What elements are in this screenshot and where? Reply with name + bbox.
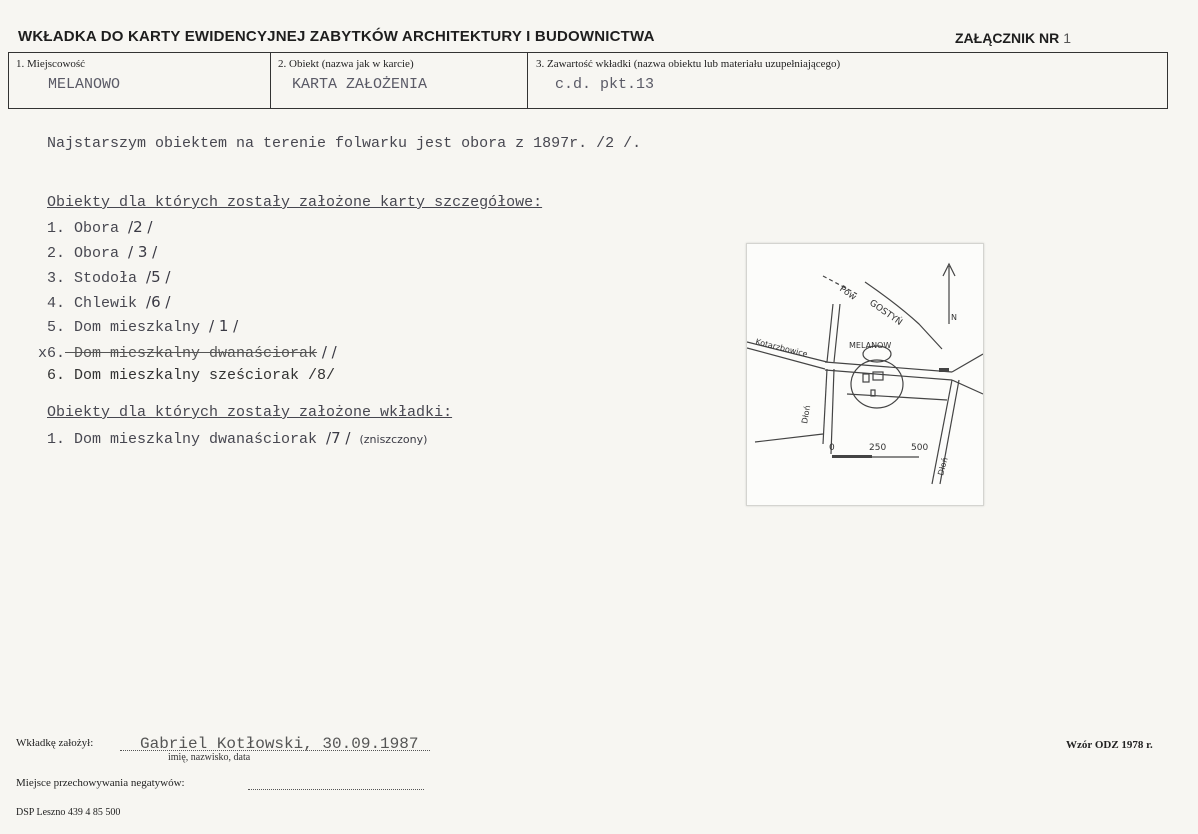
- map-label-pow: Pow: [837, 284, 858, 303]
- road-main-edge: [825, 370, 952, 380]
- map-label-dlon-right: Dłoń: [936, 456, 950, 477]
- section2-title: Obiekty dla których zostały założone wkładki:: [47, 404, 453, 421]
- annex-label-text: ZAŁĄCZNIK NR: [955, 30, 1060, 46]
- list-item: 6. Dom mieszkalny sześciorak /8/: [47, 367, 336, 384]
- list-item-text: 1. Obora: [47, 220, 129, 237]
- annex-number: 1: [1063, 30, 1072, 46]
- building-east: [939, 368, 949, 372]
- storage-label: Miejsce przechowywania negatywów:: [16, 777, 185, 789]
- field-divider-2: [527, 52, 528, 109]
- location-map: [746, 243, 984, 506]
- list-item-ref: /5 /: [146, 268, 171, 286]
- map-scale-500: 500: [911, 443, 929, 453]
- object-label: 2. Obiekt (nazwa jak w karcie): [278, 58, 414, 70]
- place-value: MELANOWO: [48, 76, 121, 93]
- list-item: [47, 317, 238, 336]
- list-item-note: (zniszczony): [359, 433, 428, 446]
- list-item-ref: /2 /: [128, 218, 153, 236]
- storage-dotted-line: [248, 789, 424, 790]
- header-left-rule: [8, 52, 9, 109]
- contents-label: 3. Zawartość wkładki (nazwa obiektu lub materiału uzupełniającego): [536, 58, 841, 70]
- header-bottom-rule: [8, 108, 1168, 109]
- road-gostyn: [865, 282, 942, 349]
- list-item-text: 1. Dom mieszkalny dwanaściorak: [47, 431, 327, 448]
- object-value: KARTA ZAŁOŻENIA: [292, 76, 428, 93]
- list-item-text: 3. Stodoła: [47, 270, 147, 287]
- list-item-ref: /7 /: [326, 429, 351, 447]
- map-scale-250: 250: [869, 443, 887, 453]
- founded-label: Wkładkę założył:: [16, 737, 94, 749]
- road-south: [823, 369, 827, 444]
- location-map-drawing: [747, 244, 983, 505]
- list-item-ref: / 3 /: [128, 243, 158, 261]
- list-item: [47, 243, 157, 262]
- road-east: [952, 354, 983, 372]
- contents-value: c.d. pkt.13: [555, 76, 655, 93]
- struck-list-item: [38, 343, 337, 362]
- section1-title: Obiekty dla których zostały założone karty szczegółowe:: [47, 194, 543, 211]
- settlement-outline: [851, 360, 903, 408]
- header-top-rule: [8, 52, 1168, 53]
- list-item-ref: /6 /: [146, 293, 171, 311]
- map-label-village: MELANOW: [849, 341, 892, 350]
- list-item: [47, 268, 170, 287]
- road-south-edge: [831, 369, 834, 454]
- list-item: [47, 218, 152, 237]
- map-label-north: N: [951, 313, 957, 322]
- road-southwest: [755, 434, 823, 442]
- founded-value: Gabriel Kotłowski, 30.09.1987: [140, 735, 419, 753]
- scale-bar-fill: [832, 455, 872, 458]
- road-vertical-left: [827, 304, 833, 362]
- map-label-gostyn: GOSTYŃ: [867, 298, 904, 328]
- annex-label: [955, 30, 1071, 46]
- road-vertical-left-edge: [834, 304, 840, 362]
- list-item-text: 4. Chlewik: [47, 295, 147, 312]
- map-label-katarzbowice: Kotarzbowice: [754, 337, 809, 359]
- struck-prefix: x6.: [38, 345, 66, 362]
- list-item-ref: / 1 /: [209, 317, 239, 335]
- struck-text: Dom mieszkalny dwanaściorak: [65, 345, 318, 362]
- map-scale-0: 0: [829, 443, 835, 453]
- list-item-text: 5. Dom mieszkalny: [47, 319, 210, 336]
- print-info: DSP Leszno 439 4 85 500: [16, 807, 121, 818]
- list-item-text: 2. Obora: [47, 245, 129, 262]
- intro-text: Najstarszym obiektem na terenie folwarku jest obora z 1897r. /2 /.: [47, 135, 642, 152]
- field-divider-1: [270, 52, 271, 109]
- place-label: 1. Miejscowość: [16, 58, 86, 70]
- road-main: [825, 362, 952, 372]
- list-item: [47, 293, 170, 312]
- building: [873, 372, 883, 380]
- struck-ref: / /: [317, 343, 337, 361]
- list-item: [47, 429, 427, 448]
- map-label-dlon-left: Dłoń: [800, 404, 813, 425]
- building: [863, 374, 869, 382]
- founded-sub: imię, nazwisko, data: [168, 752, 251, 763]
- form-code: Wzór ODZ 1978 r.: [1066, 739, 1153, 751]
- document-title: WKŁADKA DO KARTY EWIDENCYJNEJ ZABYTKÓW ARCHITEKTURY I BUDOWNICTWA: [18, 28, 655, 45]
- header-right-rule: [1167, 52, 1168, 109]
